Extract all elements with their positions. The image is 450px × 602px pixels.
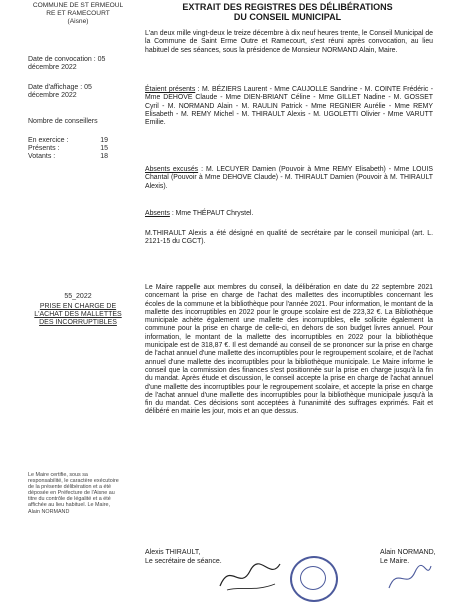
mayor-role: Le Maire. [380, 558, 410, 565]
commune-name: COMMUNE DE ST ERMEOUL RE ET RAMECOURT [32, 2, 124, 17]
excuses-label: Absents excusés [145, 166, 199, 173]
secretary-role: Le secrétaire de séance. [145, 558, 222, 565]
handwritten-signature [215, 556, 285, 596]
official-stamp [290, 556, 338, 602]
presents-list: : M. BÉZIERS Laurent - Mme CAUJOLLE Sandrine - M. COINTE Frédéric - Mme DEHOVE Claude - Mme DIEN-BRIANT Céline - Mme GILLET Nadine - M. GOSSET Cyril - M. NORMAND Alain - M. RAULIN Patrick - Mme REGNIER Aurélie - Mme REMY Elisabeth - M. REMY Michel - M. THIRAULT Alexis - M. UGOLETTI Olivier - Mme VARUTT Emilie. [145, 86, 433, 127]
mayor-name: Alain NORMAND, [380, 549, 436, 556]
excuses-list: : M. LECUYER Damien (Pouvoir à Mme REMY Elisabeth) - Mme LOUIS Chantal (Pouvoir à Mme DEHOVE Claude) - M. THIRAULT Damien (Pouvoir à M. THIRAULT Alexis). [145, 166, 433, 190]
absents-label: Absents [145, 210, 170, 217]
deliberation-number: 55_2022 [64, 293, 92, 300]
certification-text: Le Maire certifie, sous sa responsabilité, le caractère exécutoire de la présente délibération et a été déposée en Préfecture de l'Aisne au titre du contrôle de légalité et a été affichée au lieu habituel. Le Maire, Alain NORMAND [28, 472, 119, 515]
excuses-paragraph [145, 166, 433, 191]
stat-presents: Présents : 15 [28, 145, 108, 153]
stat-votants: Votants : 18 [28, 153, 108, 161]
secretary-name: Alexis THIRAULT, [145, 549, 201, 556]
mayor-handwritten-signature [385, 560, 435, 598]
presents-label: Étaient présents [145, 86, 196, 93]
deliberation-title: PRISE EN CHARGE DE L'ACHAT DES MALLETTES DES INCORRUPTIBLES [34, 303, 122, 326]
title-line-1: EXTRAIT DES REGISTRES DES DÉLIBÉRATIONS [182, 2, 393, 12]
department: (Aisne) [67, 18, 89, 25]
presents-paragraph [145, 86, 433, 127]
affichage-date: Date d'affichage : 05 décembre 2022 [28, 84, 92, 100]
nombre-conseillers-label: Nombre de conseillers [28, 118, 98, 125]
stats-block [28, 137, 128, 162]
secretary-signature-block [145, 548, 222, 566]
intro-paragraph: L'an deux mille vingt-deux le treize décembre à dix neuf heures trente, le Conseil Municipal de la Commune de Saint Erme Outre et Ramecourt, s'est réuni après convocation, au lieu habituel de ses séances, sous la présidence de Monsieur NORMAND Alain, Maire. [145, 30, 433, 54]
deliberation-text: Le Maire rappelle aux membres du conseil, la délibération en date du 22 septembre 2021 concernant la prise en charge de l'achat des mallettes des incorruptibles concernant les écoles de la commune et la bibliothèque pour l'année 2021. Pour information, le montant de la mallette des incorruptibles en 2022 pour le groupe scolaire est de 223,32 €. La Bibliothèque municipale achète également une mallette des incorruptibles, elle sollicite également la commune pour la prise en charge de celle-ci, en dehors de son budget livres annuel. Pour information, le montant de la mallette des incorruptibles en 2022 pour la bibliothèque municipale est de 318,87 €. Il est demandé au conseil de se prononcer sur la prise en charge de l'achat annuel d'une mallette des incorruptibles pour le regroupement scolaire, et de l'achat annuel d'une mallette des incorruptibles pour la bibliothèque municipale. Le Maire informe le conseil que la commission des finances s'est positionnée sur la prise en charge jusqu'à la fin du mandat. Après étude et discussion, le conseil accepte la prise en charge de l'achat annuel d'une mallette des incorruptibles pour le regroupement scolaire, et accepte la prise en charge de l'achat annuel d'une mallette des incorruptibles pour la bibliothèque municipale jusqu'à la fin du mandat. Ces décisions sont acceptées à l'unanimité des suffrages exprimés. Fait et délibéré en mairie les jour, mois et an que dessus. [145, 284, 433, 416]
title-line-2: DU CONSEIL MUNICIPAL [233, 12, 342, 22]
absents-list: : Mme THÉPAUT Chrystel. [169, 210, 254, 217]
absents-paragraph [145, 210, 433, 218]
secretaire-paragraph: M.THIRAULT Alexis a été désigné en qualité de secrétaire par le conseil municipal (art. L. 2121-15 du CGCT). [145, 230, 433, 246]
stat-en-exercice: En exercice : 19 [28, 137, 108, 144]
document-title [150, 2, 425, 22]
convocation-date: Date de convocation : 05 décembre 2022 [28, 56, 106, 72]
